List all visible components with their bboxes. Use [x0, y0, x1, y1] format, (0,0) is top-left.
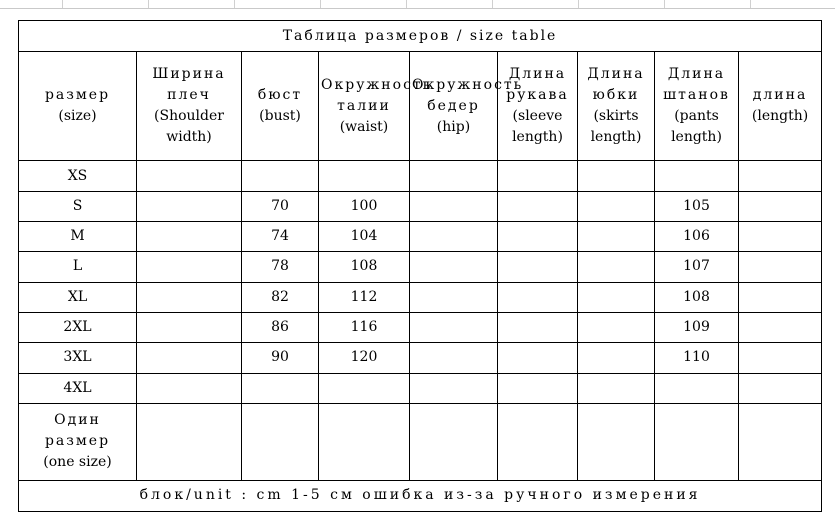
cell-one-size: Один размер (one size)	[19, 403, 137, 480]
cell-skirt	[578, 373, 655, 403]
cell-skirt	[578, 282, 655, 312]
cell-sleeve	[498, 161, 578, 191]
cell-length	[739, 161, 822, 191]
cell-bust	[242, 373, 319, 403]
cell-bust: 74	[242, 222, 319, 252]
header-size: размер (size)	[19, 52, 137, 161]
cell-empty	[498, 403, 578, 480]
cell-size: 3XL	[19, 343, 137, 373]
cell-sleeve	[498, 282, 578, 312]
cell-skirt	[578, 312, 655, 342]
measurement-note: блок/unit : cm 1-5 см ошибка из-за ручного измерения	[19, 480, 822, 511]
cell-skirt	[578, 222, 655, 252]
cell-waist: 100	[319, 191, 410, 221]
header-row	[19, 52, 822, 161]
cell-skirt	[578, 252, 655, 282]
cell-bust: 86	[242, 312, 319, 342]
cell-waist: 112	[319, 282, 410, 312]
cell-shoulder	[137, 373, 242, 403]
cell-empty	[739, 403, 822, 480]
cell-size: 2XL	[19, 312, 137, 342]
cell-shoulder	[137, 343, 242, 373]
cell-length	[739, 312, 822, 342]
cell-bust: 70	[242, 191, 319, 221]
cell-sleeve	[498, 222, 578, 252]
cell-shoulder	[137, 252, 242, 282]
cell-empty	[319, 403, 410, 480]
cell-length	[739, 191, 822, 221]
cell-waist	[319, 373, 410, 403]
cell-size: L	[19, 252, 137, 282]
cell-pants	[655, 373, 739, 403]
cell-length	[739, 282, 822, 312]
cell-waist: 120	[319, 343, 410, 373]
cell-size: S	[19, 191, 137, 221]
cell-pants: 110	[655, 343, 739, 373]
table-row	[19, 343, 822, 373]
header-sleeve-length: Длина рукава (sleeve length)	[498, 52, 578, 161]
cell-sleeve	[498, 191, 578, 221]
cell-hip	[410, 222, 498, 252]
table-row	[19, 222, 822, 252]
cell-hip	[410, 343, 498, 373]
table-row	[19, 191, 822, 221]
table-row	[19, 252, 822, 282]
cell-hip	[410, 312, 498, 342]
cell-hip	[410, 161, 498, 191]
header-hip: Окружность бедер (hip)	[410, 52, 498, 161]
table-row	[19, 373, 822, 403]
cell-bust: 90	[242, 343, 319, 373]
one-size-row	[19, 403, 822, 480]
cell-sleeve	[498, 343, 578, 373]
cell-size: M	[19, 222, 137, 252]
header-shoulder-width: Ширина плеч (Shoulder width)	[137, 52, 242, 161]
cell-empty	[242, 403, 319, 480]
table-title: Таблица размеров / size table	[19, 21, 822, 52]
cell-length	[739, 222, 822, 252]
cell-hip	[410, 373, 498, 403]
cell-shoulder	[137, 312, 242, 342]
cell-bust: 78	[242, 252, 319, 282]
cell-pants: 108	[655, 282, 739, 312]
cell-waist: 108	[319, 252, 410, 282]
cell-empty	[410, 403, 498, 480]
cell-empty	[137, 403, 242, 480]
top-edge-strip	[0, 0, 835, 9]
header-length: длина (length)	[739, 52, 822, 161]
cell-hip	[410, 282, 498, 312]
cell-length	[739, 343, 822, 373]
cell-hip	[410, 252, 498, 282]
size-table	[18, 20, 822, 512]
cell-sleeve	[498, 252, 578, 282]
cell-pants: 107	[655, 252, 739, 282]
cell-size: 4XL	[19, 373, 137, 403]
cell-shoulder	[137, 161, 242, 191]
cell-waist	[319, 161, 410, 191]
cell-skirt	[578, 161, 655, 191]
cell-skirt	[578, 343, 655, 373]
table-row	[19, 282, 822, 312]
cell-waist: 116	[319, 312, 410, 342]
cell-hip	[410, 191, 498, 221]
header-pants-length: Длина штанов (pants length)	[655, 52, 739, 161]
table-row	[19, 161, 822, 191]
cell-bust	[242, 161, 319, 191]
table-row	[19, 312, 822, 342]
header-waist: Окружность талии (waist)	[319, 52, 410, 161]
cell-shoulder	[137, 282, 242, 312]
cell-pants: 106	[655, 222, 739, 252]
cell-pants: 109	[655, 312, 739, 342]
cell-shoulder	[137, 222, 242, 252]
cell-waist: 104	[319, 222, 410, 252]
cell-sleeve	[498, 312, 578, 342]
cell-pants: 105	[655, 191, 739, 221]
cell-pants	[655, 161, 739, 191]
cell-length	[739, 252, 822, 282]
cell-sleeve	[498, 373, 578, 403]
cell-length	[739, 373, 822, 403]
header-bust: бюст (bust)	[242, 52, 319, 161]
cell-shoulder	[137, 191, 242, 221]
header-skirt-length: Длина юбки (skirts length)	[578, 52, 655, 161]
cell-empty	[578, 403, 655, 480]
cell-skirt	[578, 191, 655, 221]
cell-empty	[655, 403, 739, 480]
cell-bust: 82	[242, 282, 319, 312]
cell-size: XL	[19, 282, 137, 312]
cell-size: XS	[19, 161, 137, 191]
